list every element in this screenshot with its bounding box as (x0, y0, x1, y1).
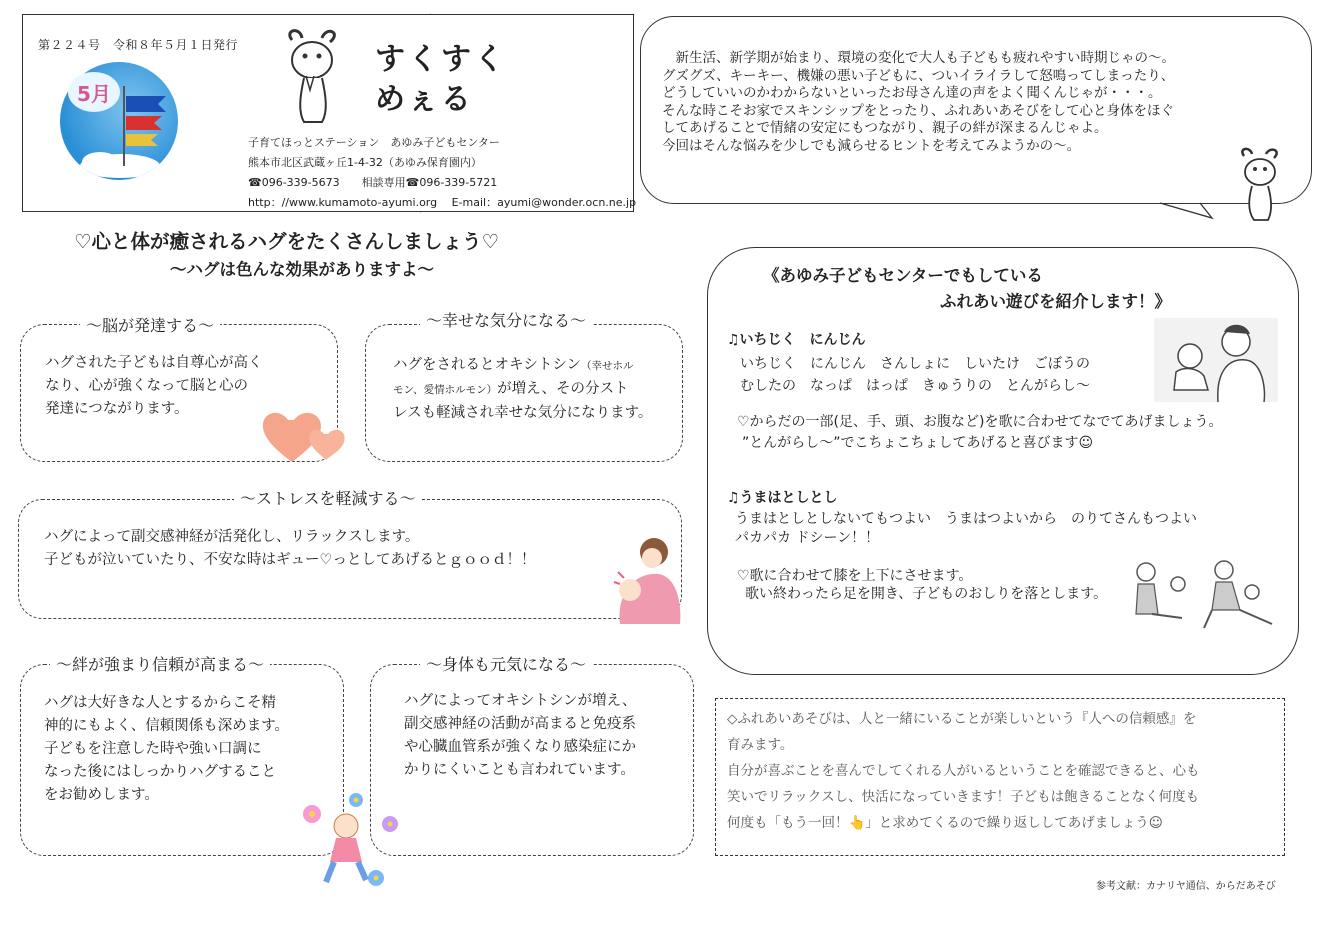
text-line: 笑いでリラックスし、快活になっていきます！子どもは飽きることなく何度も (727, 789, 1200, 805)
text-line: なった後にはしっかりハグすること (44, 764, 276, 780)
health-box-text (404, 690, 636, 782)
happy-box-text (393, 354, 652, 425)
song1-lyric: いちじく にんじん さんしょに しいたけ ごぼうの (740, 356, 1090, 372)
song1-lyric: むしたの なっぱ はっぱ きゅうりの とんがらし～ (740, 378, 1090, 394)
song1-title: ♫いちじく にんじん (727, 332, 866, 348)
text-fragment-small: （幸せホル (581, 360, 634, 372)
issue-number: 第２２４号 令和８年５月１日発行 (38, 38, 239, 52)
health-box-title: ～身体も元気になる～ (420, 652, 592, 675)
text-line: をお勧めします。 (44, 787, 159, 803)
newsletter-title-line1: すくすく (375, 42, 507, 77)
brain-box-text (45, 352, 263, 421)
koinobori-icon (118, 86, 178, 168)
brain-box-title: ～脳が発達する～ (80, 313, 220, 336)
bond-box-title: ～絆が強まり信頼が高まる～ (50, 652, 270, 675)
text-line: かりにくいことも言われています。 (404, 762, 635, 778)
intro-line: そんな時こそお家でスキンシップをとったり、ふれあいあそびをして心と身体をほぐ (662, 102, 1174, 119)
goat-mascot-small-icon (1226, 146, 1290, 222)
reference-note: 参考文献：カナリヤ通信、からだあそび (1096, 881, 1276, 892)
intro-line: 今回はそんな悩みを少しでも減らせるヒントを考えてみようかの～。 (662, 137, 1081, 154)
bond-box-text (44, 692, 289, 807)
text-fragment: ハグをされるとオキシトシン (393, 357, 581, 373)
month-badge: 5月 (68, 72, 120, 112)
happy-box-title: ～幸せな気分になる～ (420, 308, 592, 331)
mother-hugging-child-icon (606, 532, 682, 624)
song1-note: ♡からだの一部(足、手、頭、お腹など)を歌に合わせてなでてあげましょう。 (737, 414, 1223, 430)
play-title-line2: ふれあい遊びを紹介します！》 (940, 292, 1171, 311)
text-line: 子どもが泣いていたり、不安な時はギュー♡っとしてあげるとｇｏｏｄ！！ (44, 552, 536, 568)
song2-note: ♡歌に合わせて膝を上下にさせます。 (737, 568, 973, 584)
hug-section-title: ♡心と体が癒されるハグをたくさんしましょう♡ (74, 230, 499, 253)
goat-mascot-icon (270, 26, 350, 126)
song2-lyric: パカパカ ドシーン！！ (735, 530, 880, 546)
text-line: 神的にもよく、信頼関係も深めます。 (44, 718, 290, 734)
text-line: 発達につながります。 (45, 401, 189, 417)
intro-line: してあげることで情緒の安定にもつながり、親子の絆が深まるんじゃよ。 (662, 120, 1108, 136)
song2-lyric: うまはとしとしないてもつよい うまはつよいから のりてさんもつよい (735, 511, 1197, 527)
address: 熊本市北区武蔵ヶ丘1-4-32（あゆみ保育園内） (248, 156, 482, 169)
text-line: ハグによって副交感神経が活発化し、リラックスします。 (44, 529, 420, 545)
speech-tail (1160, 203, 1212, 218)
song2-note: 歌い終わったら足を開き、子どものおしりを落とします。 (745, 586, 1108, 602)
text-line: 何度も「もう一回！👆」と求めてくるので繰り返ししてあげましょう☺ (727, 815, 1163, 831)
intro-text (662, 50, 1292, 155)
text-line: ハグによってオキシトシンが増え、 (404, 693, 637, 709)
text-line: ◇ふれあいあそびは、人と一緒にいることが楽しいという『人への信頼感』を (727, 711, 1197, 727)
song1-note: ”とんがらし～”でこちょこちょしてあげると喜びます☺ (742, 435, 1094, 451)
knee-ride-play-icon (1132, 558, 1282, 632)
mother-tickling-baby-icon (1154, 318, 1278, 402)
text-line: 自分が喜ぶことを喜んでしてくれる人がいるということを確認できると、心も (727, 763, 1200, 779)
text-fragment-small: モン、愛情ホルモン） (393, 384, 498, 396)
stress-box-title: ～ストレスを軽減する～ (234, 486, 422, 509)
text-line: や心臓血管系が強くなり感染症にか (404, 739, 636, 755)
newsletter-title-line2: めぇる (375, 82, 474, 117)
song2-title: ♫うまはとしとし (727, 490, 838, 506)
text-line: レスも軽減され幸せな気分になります。 (393, 405, 653, 421)
phone-numbers: ☎096-339-5673 相談専用☎096-339-5721 (248, 176, 498, 189)
stress-box-text (44, 526, 536, 572)
hearts-illustration-icon (258, 404, 350, 464)
intro-line: 新生活、新学期が始まり、環境の変化で大人も子どもも疲れやすい時期じゃの～。 (662, 50, 1175, 66)
trust-note-text (727, 706, 1279, 836)
intro-line: どうしていいのかわからないといったお母さん達の声をよく聞くんじゃが・・・。 (662, 85, 1162, 101)
text-line: 育みます。 (727, 737, 794, 753)
text-line: ハグは大好きな人とするからこそ精 (44, 695, 276, 711)
play-title-line1: 《あゆみ子どもセンターでもしている (763, 266, 1043, 285)
text-line: ハグされた子どもは自尊心が高く (45, 355, 263, 371)
intro-line: グズグズ、キーキー、機嫌の悪い子どもに、ついイライラして怒鳴ってしまったり、 (662, 67, 1175, 84)
text-line: なり、心が強くなって脳と心の (45, 378, 248, 394)
text-line: 子どもを注意した時や強い口調に (44, 741, 262, 757)
text-fragment: が増え、その分スト (497, 381, 629, 397)
web-email: http：//www.kumamoto-ayumi.org E-mail：ayumi@wonder.ocn.ne.jp (248, 196, 637, 209)
hug-section-subtitle: ～ハグは色んな効果がありますよ～ (170, 260, 434, 279)
text-line: 副交感神経の活動が高まると免疫系 (404, 716, 636, 732)
organization-name: 子育てほっとステーション あゆみ子どもセンター (248, 136, 500, 149)
